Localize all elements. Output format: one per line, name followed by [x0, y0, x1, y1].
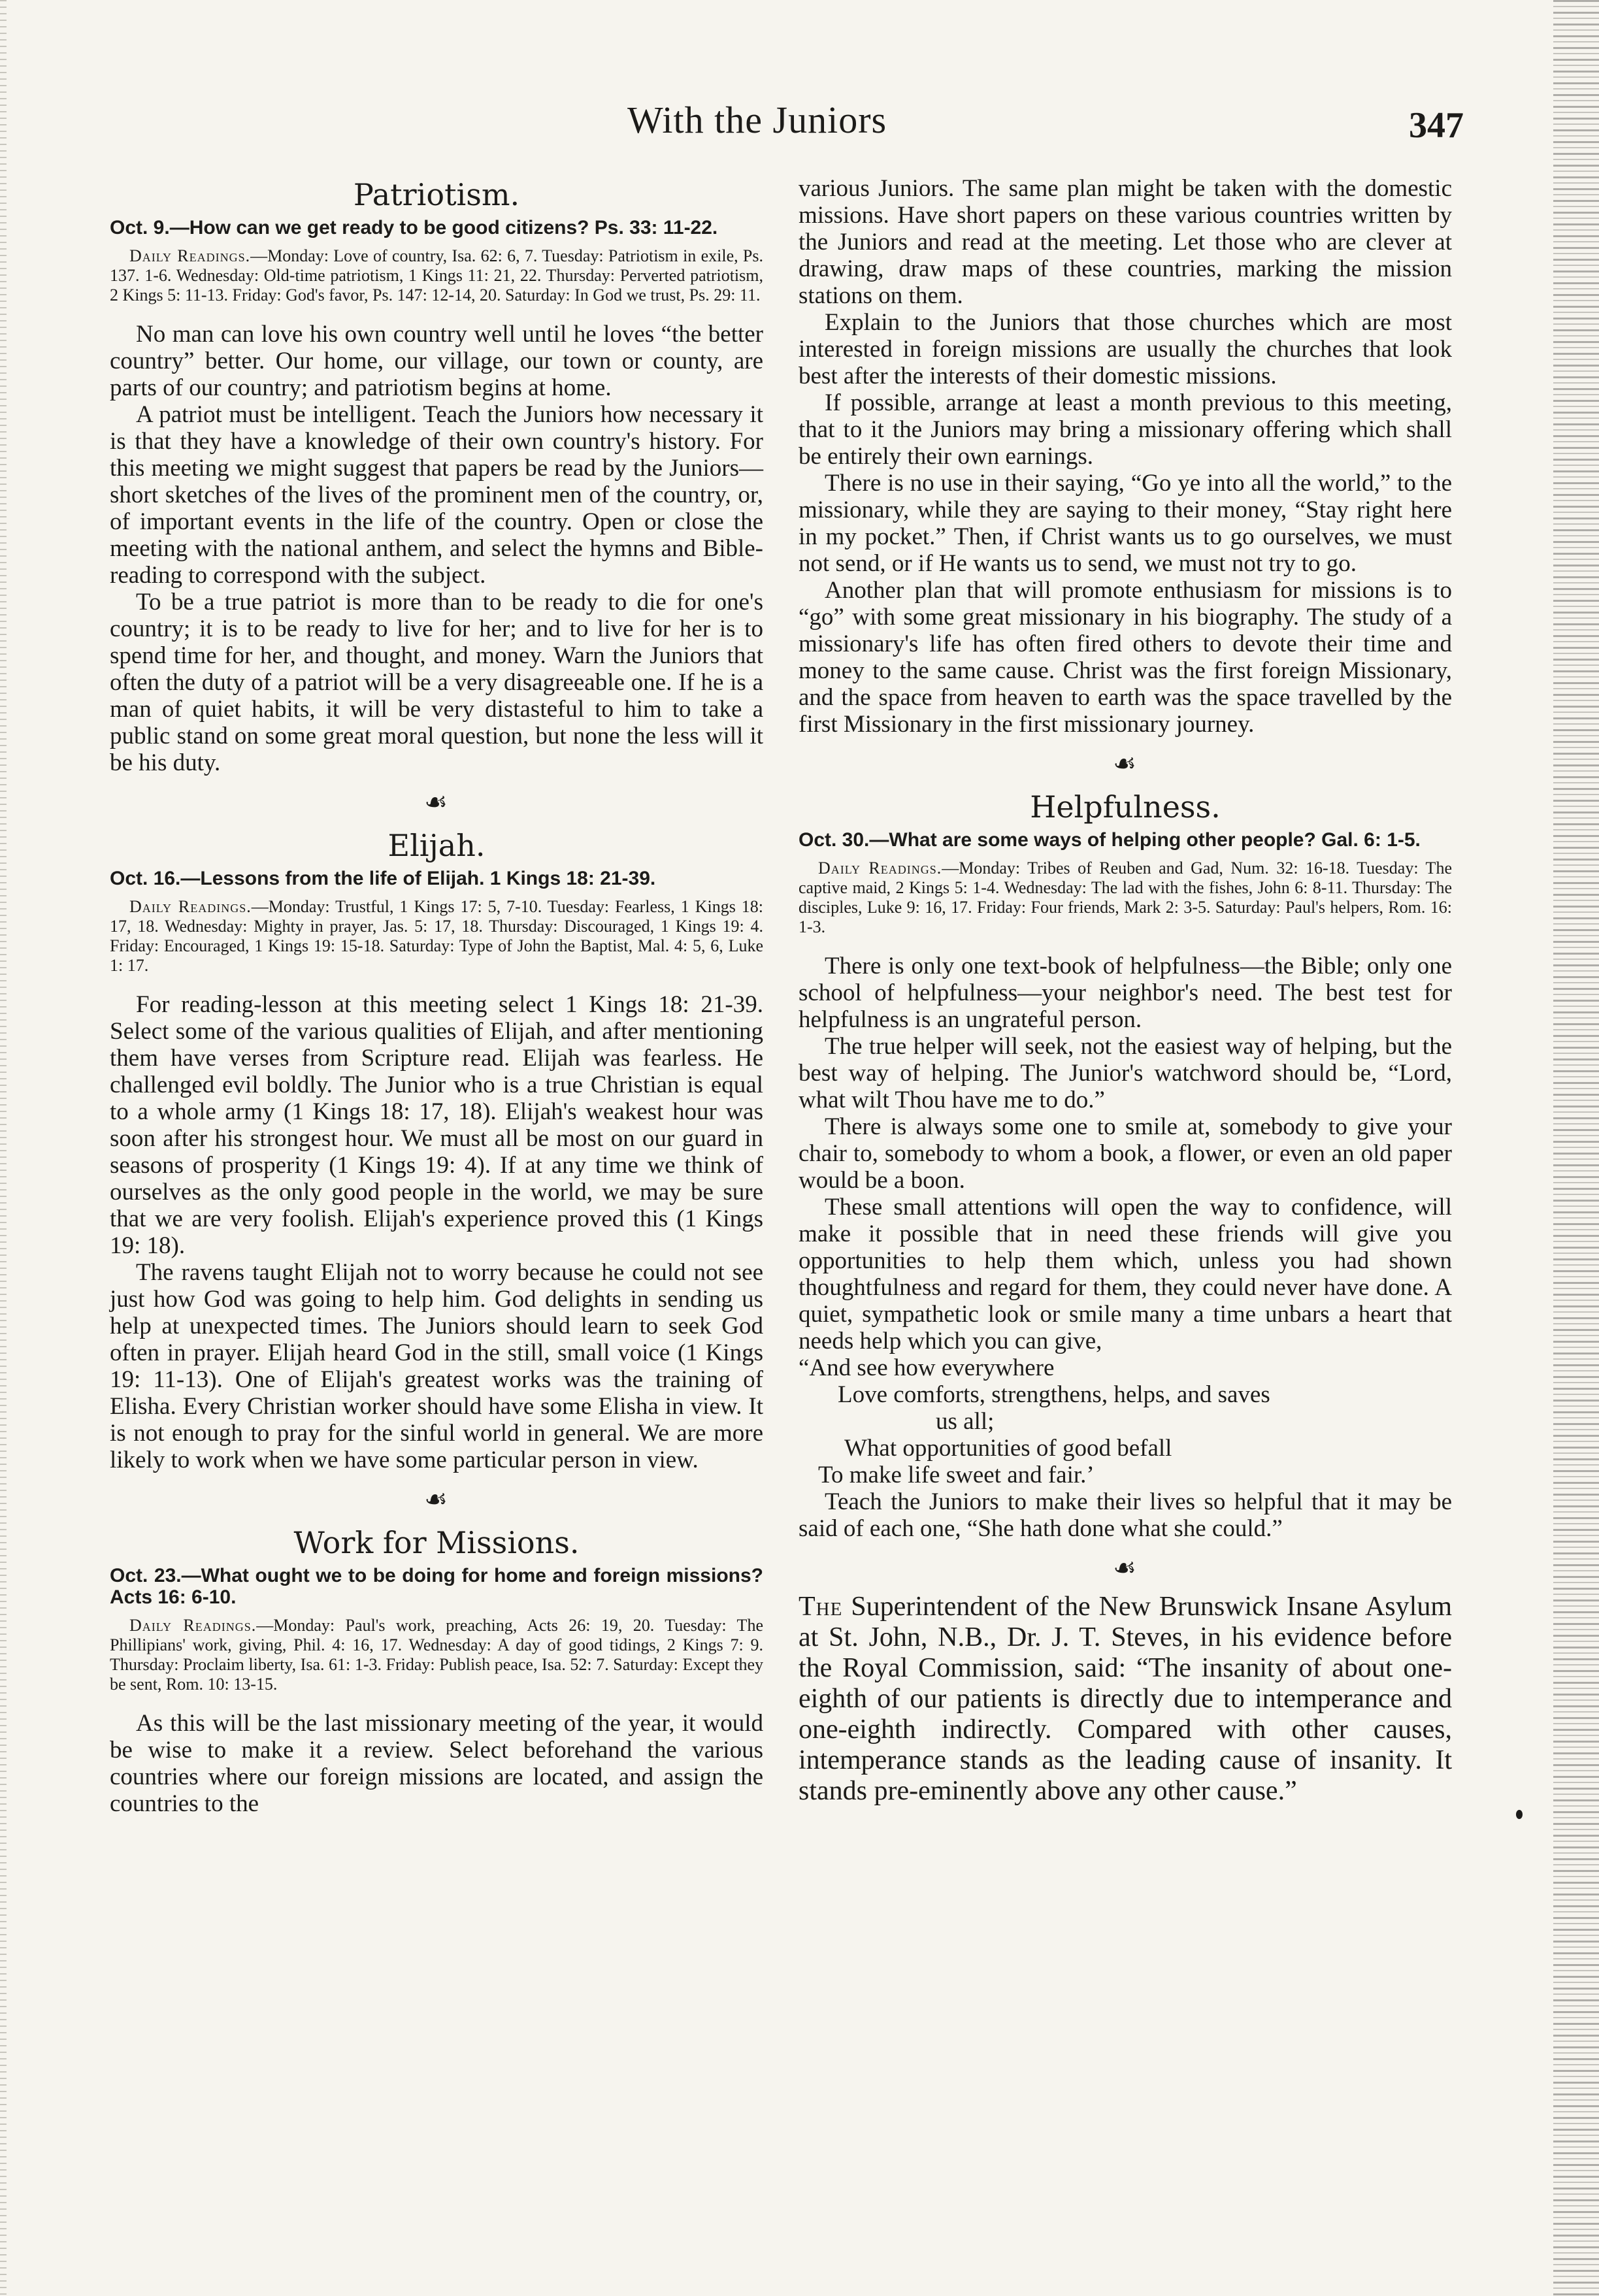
poem-quote	[799, 1354, 1452, 1488]
left-column	[110, 175, 763, 1817]
temperance-note	[799, 1592, 1452, 1807]
poem-line: Love comforts, strengthens, helps, and saves	[838, 1381, 1270, 1408]
page-header	[0, 98, 1503, 150]
daily-readings	[799, 859, 1452, 937]
section-patriotism	[110, 175, 763, 776]
readings-text: —Monday: Tribes of Reuben and Gad, Num. 32: 16-18. Tuesday: The captive maid, 2 Kings 5: 1-4. Wednesday: The lad with the fishes, John 6: 8-11. Thursday: The disciples, Luke 9: 16, 17. Friday: Four friends, Mark 2: 3-5. Saturday: Paul's helpers, Rom. 16: 1-3.	[799, 859, 1452, 936]
poem-line: “And see how everywhere	[799, 1354, 1055, 1381]
margin-mark	[1516, 1810, 1523, 1819]
paragraph: These small attentions will open the way to confidence, will make it possible that in need these friends will give you opportunities to help them which, unless you had shown thoughtfulness and regard for them, they could never have done. A quiet, sympathetic look or smile many a time unbars a heart that needs help which you can give,	[799, 1194, 1452, 1354]
topic-line: Oct. 30.—What are some ways of helping other people? Gal. 6: 1-5.	[799, 829, 1421, 851]
paragraph: various Juniors. The same plan might be taken with the domestic missions. Have short papers on these various countries written by the Juniors and read at the meeting. Let those who are clever at drawing, draw maps of these countries, marking the mission stations on them.	[799, 175, 1452, 309]
paragraph: To be a true patriot is more than to be ready to die for one's country; it is to be ready to live for her; and to live for her is to spend time for her, and thought, and money. Warn the Juniors that often the duty of a patriot will be a very disagreeable one. If he is a man of quiet habits, it will be very distasteful to him to take a public stand on some great moral question, but none the less will it be his duty.	[110, 589, 763, 776]
readings-text: —Monday: Paul's work, preaching, Acts 26: 19, 20. Tuesday: The Phillipians' work, giving, Phil. 4: 16, 17. Wednesday: A day of good tidings, 2 Kings 7: 9. Thursday: Proclaim liberty, Isa. 61: 1-3. Friday: Publish peace, Isa. 52: 7. Saturday: Except they be sent, Rom. 10: 13-15.	[110, 1616, 763, 1694]
section-title: Patriotism.	[353, 177, 520, 212]
paragraph: There is only one text-book of helpfulness—the Bible; only one school of helpfulness—your neighbor's need. The best test for helpfulness is an ungrateful person.	[799, 953, 1452, 1033]
paragraph: There is no use in their saying, “Go ye into all the world,” to the missionary, while they are saying to their money, “Stay right here in my pocket.” Then, if Christ wants us to go ourselves, we must not send, or if He wants us to send, we must not try to go.	[799, 470, 1452, 577]
readings-text: —Monday: Trustful, 1 Kings 17: 5, 7-10. Tuesday: Fearless, 1 Kings 18: 17, 18. Wednesday: Mighty in prayer, Jas. 5: 17, 18. Thursday: Discouraged, 1 Kings 19: 4. Friday: Encouraged, 1 Kings 19: 15-18. Saturday: Type of John the Baptist, Mal. 4: 5, 6, Luke 1: 17.	[110, 897, 763, 975]
readings-text: —Monday: Love of country, Isa. 62: 6, 7. Tuesday: Patriotism in exile, Ps. 137. 1-6. Wednesday: Old-time patriotism, 1 Kings 11: 21, 22. Thursday: Perverted patriotism, 2 Kings 5: 11-13. Friday: God's favor, Ps. 147: 12-14, 20. Saturday: In God we trust, Ps. 29: 11.	[110, 246, 763, 304]
daily-readings	[110, 897, 763, 976]
daily-readings	[110, 246, 763, 305]
readings-lead: Daily Readings.	[129, 246, 251, 265]
ornament-icon: ☙	[424, 787, 449, 817]
daily-readings	[110, 1616, 763, 1694]
note-text: Superintendent of the New Brunswick Insane Asylum at St. John, N.B., Dr. J. T. Steves, in his evidence before the Royal Commission, said: “The insanity of about one-eighth of our patients is directly due to intemperance and one-eighth indirectly. Compared with other causes, intemperance stands as the leading cause of insanity. It stands pre-eminently above any other cause.”	[799, 1592, 1452, 1806]
note-lead: The	[799, 1592, 843, 1622]
page-number: 347	[1409, 105, 1464, 146]
running-head: With the Juniors	[627, 99, 887, 141]
section-note	[799, 1592, 1452, 1807]
poem-line: To make life sweet and fair.’	[818, 1462, 1095, 1488]
ornament-icon: ☙	[424, 1484, 449, 1514]
section-elijah	[110, 826, 763, 1473]
section-title: Elijah.	[387, 828, 486, 863]
paragraph: A patriot must be intelligent. Teach the Juniors how necessary it is that they have a knowledge of their own country's history. For this meeting we might suggest that papers be read by the Juniors—short sketches of the lives of the prominent men of the country, or, of important events in the life of the country. Open or close the meeting with the national anthem, and select the hymns and Bible-reading to correspond with the subject.	[110, 401, 763, 589]
topic-line: Oct. 16.—Lessons from the life of Elijah. 1 Kings 18: 21-39.	[110, 868, 656, 889]
readings-lead: Daily Readings.	[818, 859, 942, 877]
section-missions	[110, 1523, 763, 1817]
section-title: Helpfulness.	[1030, 789, 1221, 825]
section-helpfulness	[799, 787, 1452, 1542]
topic-line: Oct. 9.—How can we get ready to be good citizens? Ps. 33: 11-22.	[110, 217, 718, 238]
paragraph: If possible, arrange at least a month previous to this meeting, that to it the Juniors may bring a missionary offering which shall be entirely their own earnings.	[799, 389, 1452, 470]
paragraph: As this will be the last missionary meeting of the year, it would be wise to make it a review. Select beforehand the various countries where our foreign missions are located, and assign the countries to the	[110, 1710, 763, 1817]
section-title: Work for Missions.	[293, 1525, 580, 1560]
paragraph: There is always some one to smile at, somebody to give your chair to, somebody to whom a book, a flower, or even an old paper would be a boon.	[799, 1113, 1452, 1194]
topic-line: Oct. 23.—What ought we to be doing for home and foreign missions? Acts 16: 6-10.	[110, 1565, 763, 1608]
readings-lead: Daily Readings.	[129, 897, 252, 916]
right-column	[799, 175, 1452, 1807]
paragraph: No man can love his own country well until he loves “the better country” better. Our home, our village, our town or county, are parts of our country; and patriotism begins at home.	[110, 321, 763, 401]
readings-lead: Daily Readings.	[129, 1616, 257, 1635]
paragraph: Another plan that will promote enthusiasm for missions is to “go” with some great missionary in his biography. The study of a missionary's life has often fired others to devote their time and money to the same cause. Christ was the first foreign Missionary, and the space from heaven to earth was the space travelled by the first Missionary in the first missionary journey.	[799, 577, 1452, 738]
section-missions-continued	[799, 175, 1452, 738]
page-edge-right	[1553, 0, 1599, 2296]
ornament-icon: ☙	[1113, 1553, 1138, 1583]
paragraph: The ravens taught Elijah not to worry because he could not see just how God was going to help him. God delights in sending us help at unexpected times. The Juniors should learn to seek God often in prayer. Elijah heard God in the still, small voice (1 Kings 19: 11-13). One of Elijah's greatest works was the training of Elisha. Every Christian worker should have some Elisha in view. It is not enough to pray for the sinful world in general. We are more likely to work when we have some particular person in view.	[110, 1259, 763, 1473]
ornament-icon: ☙	[1113, 749, 1138, 778]
poem-line: What opportunities of good befall	[844, 1435, 1172, 1462]
page-edge-left	[0, 0, 7, 2296]
paragraph: Teach the Juniors to make their lives so helpful that it may be said of each one, “She hath done what she could.”	[799, 1488, 1452, 1542]
poem-line: us all;	[936, 1408, 995, 1435]
paragraph: The true helper will seek, not the easiest way of helping, but the best way of helping. The Junior's watchword should be, “Lord, what wilt Thou have me to do.”	[799, 1033, 1452, 1113]
paragraph: For reading-lesson at this meeting select 1 Kings 18: 21-39. Select some of the various qualities of Elijah, and after mentioning them have verses from Scripture read. Elijah was fearless. He challenged evil boldly. The Junior who is a true Christian is equal to a whole army (1 Kings 18: 17, 18). Elijah's weakest hour was soon after his strongest hour. We must all be most on our guard in seasons of prosperity (1 Kings 19: 4). If at any time we think of ourselves as the only good people in the world, we may be sure that we are very foolish. Elijah's experience proved this (1 Kings 19: 18).	[110, 991, 763, 1259]
paragraph: Explain to the Juniors that those churches which are most interested in foreign missions are usually the churches that look best after the interests of their domestic missions.	[799, 309, 1452, 389]
